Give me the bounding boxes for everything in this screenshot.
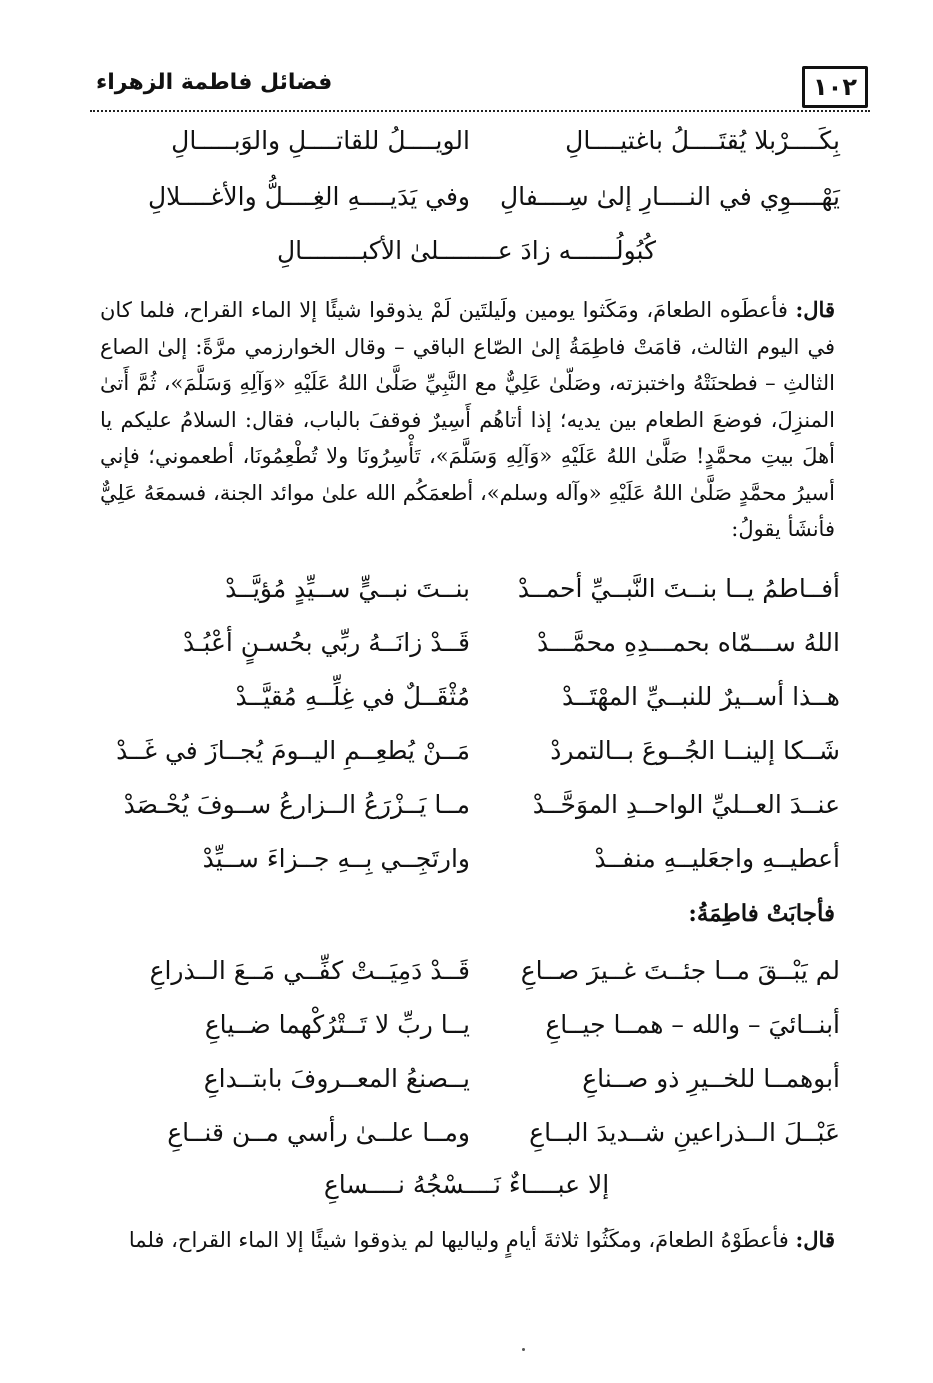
page-number: ١٠٢ bbox=[802, 66, 868, 108]
prose-label: قال: bbox=[795, 297, 835, 322]
hemistich-right: لم يَبْــقَ مــا جئــتَ غــيرَ صــاعِ bbox=[520, 956, 840, 985]
hemistich-left: قَــدْ زانَــهُ ربِّي بحُسـنٍ أعْبُـدْ bbox=[182, 628, 470, 657]
poem3-final-line: إلا عبــــاءٌ نَــــسْجُهُ نــــساعِ bbox=[323, 1170, 610, 1199]
poem2-couplet-6 bbox=[120, 844, 840, 888]
prose-paragraph-2 bbox=[100, 1222, 835, 1259]
hemistich-left: وارتَجِــي بِــهِ جــزاءَ ســيِّدْ bbox=[202, 844, 470, 873]
hemistich-left: مُثْقَــلٌ في غِلِّــهِ مُقيَّــدْ bbox=[235, 682, 470, 711]
hemistich-right: عَبْــلَ الــذراعينِ شــديدَ البــاعِ bbox=[529, 1118, 840, 1147]
answer-label: فأجابَتْ فاطِمَةُ: bbox=[688, 900, 835, 927]
hemistich-right: عنــدَ العــليِّ الواحــدِ الموَحَّــدْ bbox=[532, 790, 840, 819]
hemistich-right: هــذا أســيرٌ للنبــيِّ المهْتَــدْ bbox=[562, 682, 840, 711]
hemistich-right: أفــاطمُ يــا بنــتَ النَّبــيِّ أحمــدْ bbox=[517, 574, 840, 603]
hemistich-right: يَهْــــوِي في النــــارِ إلىٰ سِــــفالِ bbox=[499, 182, 840, 211]
poem1-couplet-1 bbox=[120, 126, 840, 170]
hemistich-right: أبوهمــا للخــيرِ ذو صــناعِ bbox=[582, 1064, 840, 1093]
prose-label: قال: bbox=[795, 1227, 835, 1252]
hemistich-left: الويــــلُ للقاتــــلِ والوَبـــــالِ bbox=[171, 126, 470, 155]
poem2-couplet-4 bbox=[116, 736, 840, 780]
running-title: فضائل فاطمة الزهراء bbox=[96, 70, 333, 95]
page-header bbox=[90, 62, 870, 112]
poem3-couplet-4 bbox=[120, 1118, 840, 1162]
print-speck bbox=[522, 1348, 525, 1351]
poem3-couplet-2 bbox=[120, 1010, 840, 1054]
poem1-final-line: كُبُولُــــــه زادَ عــــــــلىٰ الأكبــــــــالِ bbox=[277, 236, 656, 265]
hemistich-left: يــصنعُ المعــروفَ بابتــداعِ bbox=[203, 1064, 470, 1093]
poem2-couplet-2 bbox=[120, 628, 840, 672]
hemistich-left: ومــا علــىٰ رأسي مــن قنــاعِ bbox=[167, 1118, 470, 1147]
hemistich-right: بِكَــــرْبلا يُقتَــــلُ باغتيــــالِ bbox=[565, 126, 840, 155]
hemistich-left: وفي يَدَيــــهِ الغِــــلُّ والأغــــلالِ bbox=[147, 182, 470, 211]
hemistich-left: مَــنْ يُطعِــمِ اليــومَ يُجــازَ في غَــدْ bbox=[116, 736, 470, 765]
hemistich-left: بنــتَ نبــيٍّ ســيِّدٍ مُؤيَّــدْ bbox=[225, 574, 470, 603]
hemistich-left: قَــدْ دَمِيَــتْ كفِّــي مَــعَ الــذراعِ bbox=[149, 956, 470, 985]
poem2-couplet-5 bbox=[120, 790, 840, 834]
prose-text: فأعطَوه الطعامَ، ومَكَثوا يومين ولَيلتَين لَمْ يذوقوا شيئًا إلا الماء القراح، فلما كان في اليوم الثالث، قامَتْ فاطِمَةُ إلىٰ الصّاع الباقي – وقال الخوارزمي مرَّةً: إلىٰ الصاع الثالثِ – فطحنَتْهُ واختبزته، وصَلّىٰ عَلِيٌّ مع النَّبِيِّ صَلَّىٰ اللهُ عَلَيْهِ «وَآلِهِ وَسَلَّمَ»، ثُمَّ أَتىٰ المنزِلَ، فوضعَ الطعام بين يديه؛ إذا أتاهُم أَسِيرٌ فوقفَ بالباب، فقال: السلامُ عليكم يا أهلَ بيتِ محمَّدٍ! صَلَّىٰ اللهُ عَلَيْهِ «وَآلِهِ وَسَلَّمَ»، تَأْسِرُونَا ولا تُطْعِمُونَا، أطعموني؛ فإني أسيرُ محمَّدٍ صَلَّىٰ اللهُ عَلَيْهِ «وآله وسلم»، أطعمَكُم الله علىٰ موائد الجنة، فسمعَهُ عَلِيٌّ فأنشَأ يقولُ: bbox=[100, 298, 835, 541]
poem1-couplet-2 bbox=[120, 182, 840, 226]
hemistich-right: اللهُ ســـمّاه بحمـــدِهِ محمَّـــدْ bbox=[537, 628, 840, 657]
prose-text: فأعطَوْهُ الطعامَ، ومكَثُوا ثلاثةَ أيامٍ ولياليها لم يذوقوا شيئًا إلا الماء القراح، فلما bbox=[128, 1228, 789, 1252]
hemistich-left: يــا ربِّ لا تَــتْرُكْهما ضــياعِ bbox=[204, 1010, 470, 1039]
poem3-couplet-1 bbox=[120, 956, 840, 1000]
hemistich-right: أعطيــهِ واجعَليــهِ منفــدْ bbox=[594, 844, 840, 873]
poem3-couplet-3 bbox=[120, 1064, 840, 1108]
hemistich-left: مــا يَــزْرَعُ الــزارعُ ســوفَ يُحْـصَدْ bbox=[123, 790, 470, 819]
poem2-couplet-3 bbox=[120, 682, 840, 726]
hemistich-right: أبنــائيَ – والله – همــا جيــاعِ bbox=[545, 1010, 840, 1039]
hemistich-right: شَــكا إلينــا الجُــوعَ بــالتمردْ bbox=[550, 736, 840, 765]
poem2-couplet-1 bbox=[120, 574, 840, 618]
prose-paragraph-1 bbox=[100, 292, 835, 548]
